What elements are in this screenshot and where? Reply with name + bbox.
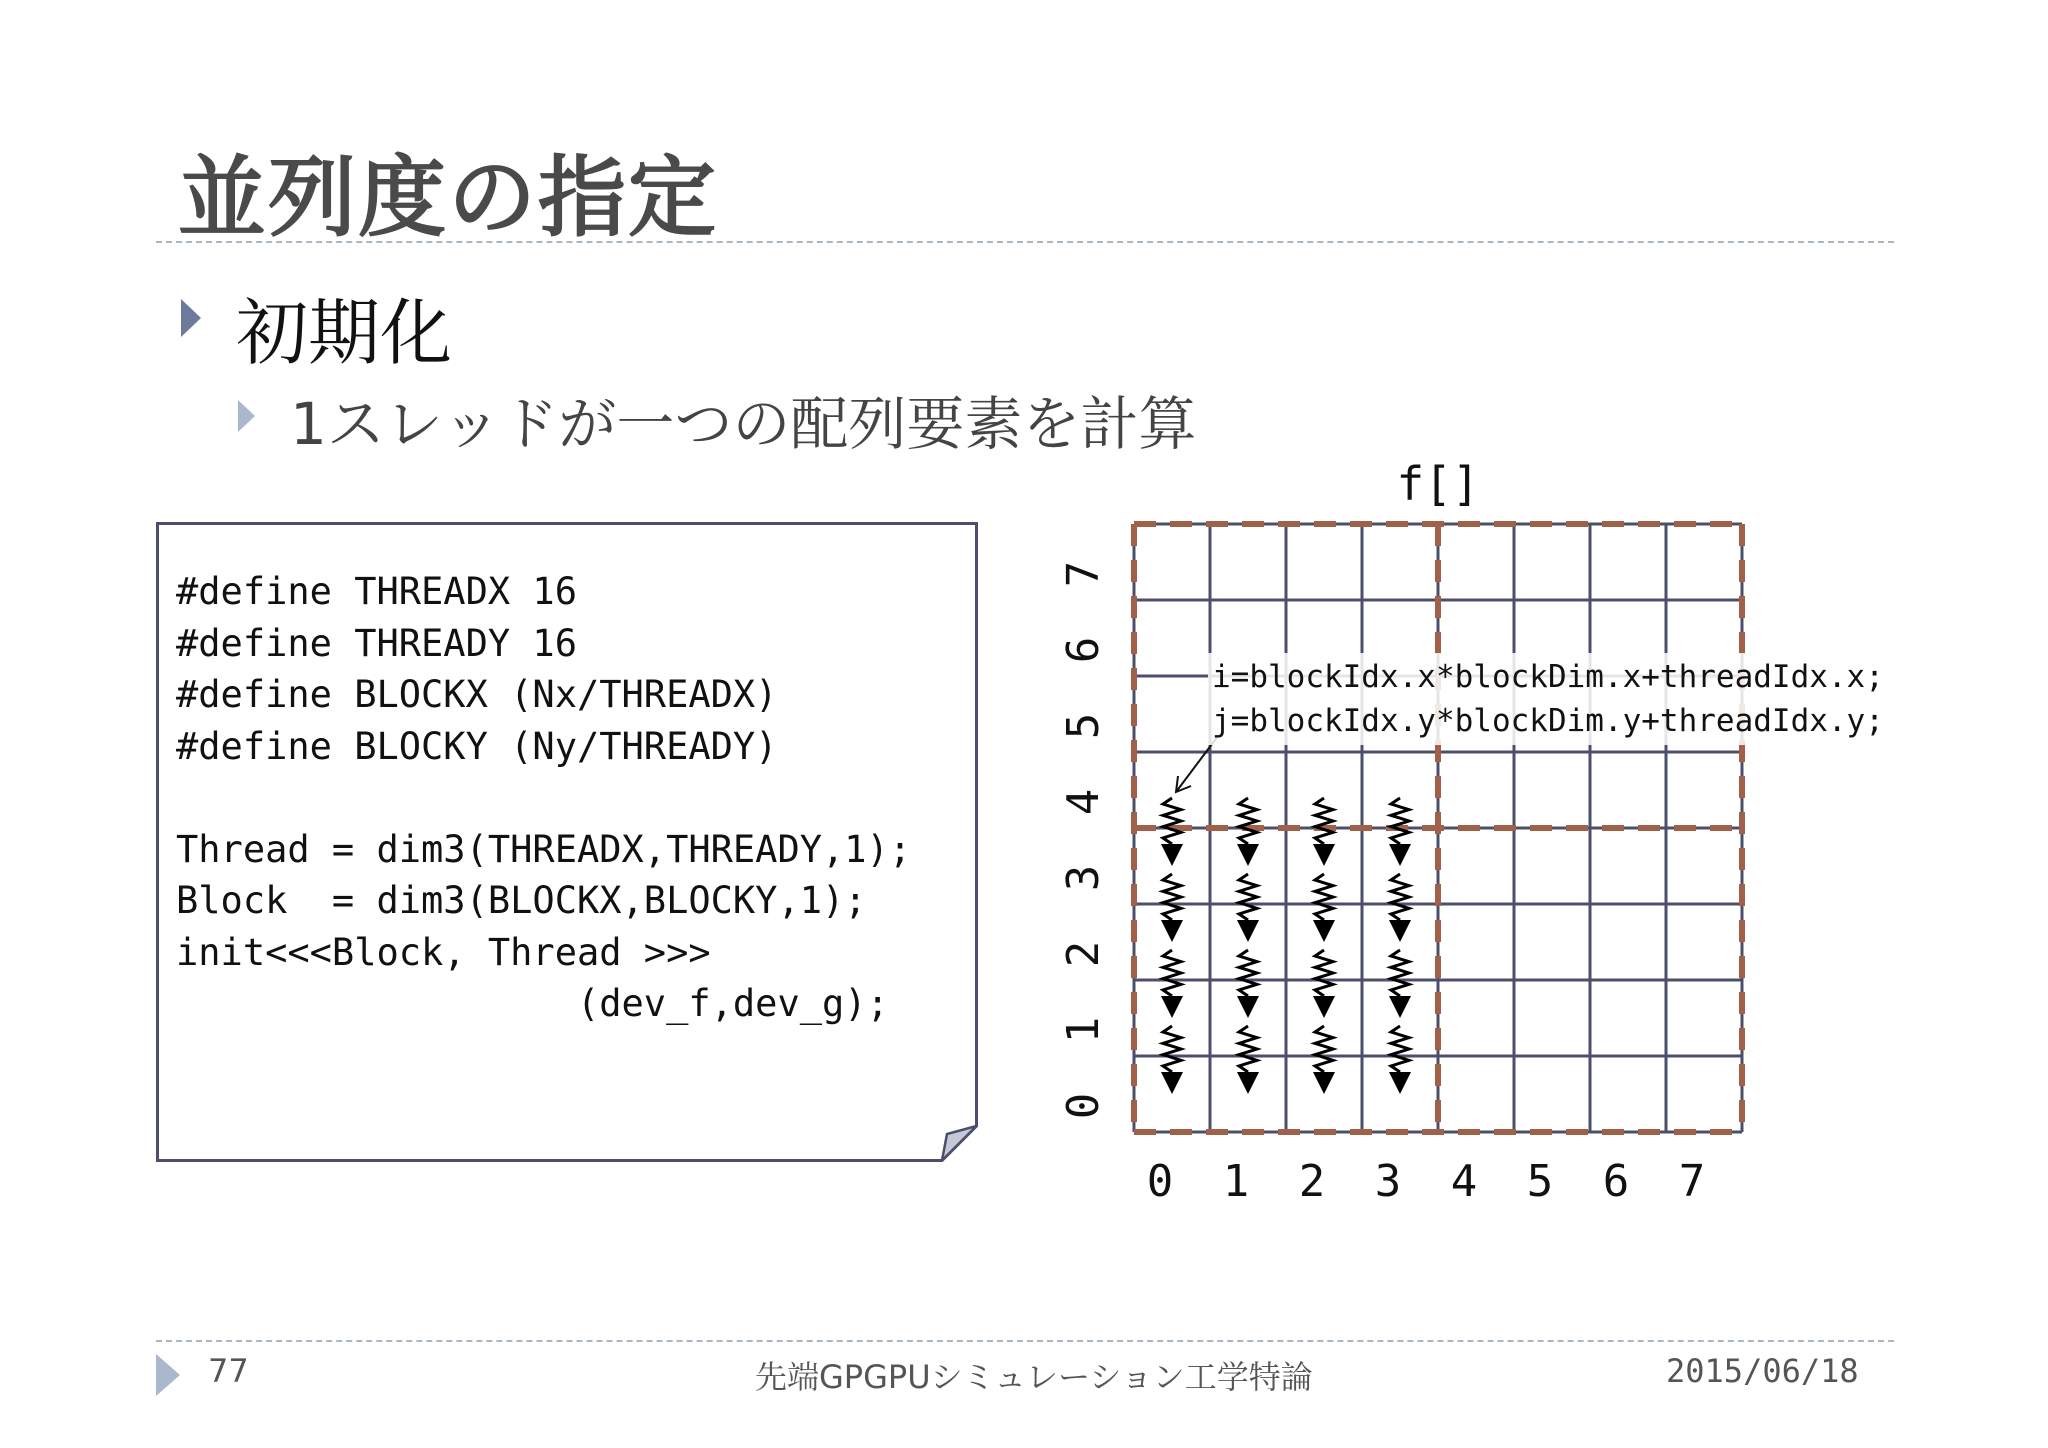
arrowhead-icon [1161, 996, 1183, 1018]
thread-squiggle [1315, 950, 1333, 996]
array-label: f[] [1396, 457, 1480, 511]
x-index-label: 0 [1146, 1156, 1174, 1207]
x-index-label: 7 [1678, 1156, 1706, 1207]
thread-squiggle [1391, 874, 1409, 920]
thread-arrow [1237, 874, 1259, 942]
thread-arrow [1313, 798, 1335, 866]
bullet-level1: 初期化 [236, 291, 453, 375]
arrowhead-icon [1237, 920, 1259, 942]
x-index-label: 4 [1450, 1156, 1478, 1207]
y-index-label: 2 [1058, 940, 1109, 968]
arrowhead-icon [1237, 996, 1259, 1018]
formula-i: i=blockIdx.x*blockDim.x+threadIdx.x; [1212, 659, 1884, 695]
x-index-label: 5 [1526, 1156, 1554, 1207]
thread-arrow [1161, 1026, 1183, 1094]
thread-squiggle [1391, 798, 1409, 844]
thread-squiggle [1239, 950, 1257, 996]
thread-squiggle [1163, 874, 1181, 920]
thread-arrow [1313, 1026, 1335, 1094]
bullet-level2: 1スレッドが一つの配列要素を計算 [290, 390, 1197, 458]
slide-date: 2015/06/18 [1666, 1352, 1859, 1390]
thread-arrow [1389, 1026, 1411, 1094]
thread-squiggle [1315, 874, 1333, 920]
slide-title: 並列度の指定 [178, 145, 719, 249]
course-title: 先端GPGPUシミュレーション工学特論 [755, 1358, 1313, 1396]
arrowhead-icon [1313, 996, 1335, 1018]
thread-arrow [1237, 1026, 1259, 1094]
x-index-label: 6 [1602, 1156, 1630, 1207]
arrowhead-icon [1161, 844, 1183, 866]
thread-arrow [1313, 950, 1335, 1018]
index-formula [1208, 653, 1888, 745]
thread-squiggle [1239, 1026, 1257, 1072]
x-index-labels [1147, 1156, 1706, 1207]
thread-arrow [1237, 950, 1259, 1018]
formula-j: j=blockIdx.y*blockDim.y+threadIdx.y; [1212, 703, 1884, 739]
y-index-label: 7 [1058, 560, 1109, 588]
y-index-label: 4 [1058, 788, 1109, 816]
thread-arrow [1161, 950, 1183, 1018]
footer-triangle-icon [156, 1354, 180, 1396]
y-index-label: 1 [1058, 1016, 1109, 1044]
page-number: 77 [208, 1352, 249, 1390]
y-index-label: 5 [1058, 712, 1109, 740]
arrowhead-icon [1161, 1072, 1183, 1094]
code-line: Thread = dim3(THREADX,THREADY,1); [176, 827, 912, 871]
thread-arrow [1161, 874, 1183, 942]
x-index-label: 3 [1374, 1156, 1402, 1207]
y-index-label: 0 [1058, 1092, 1109, 1120]
y-index-label: 6 [1058, 636, 1109, 664]
code-line: init<<<Block, Thread >>> [176, 930, 711, 974]
code-line: (dev_f,dev_g); [176, 982, 889, 1025]
thread-arrow [1237, 798, 1259, 866]
arrowhead-icon [1313, 844, 1335, 866]
arrowhead-icon [1313, 1072, 1335, 1094]
thread-arrow [1389, 874, 1411, 942]
thread-squiggle [1391, 1026, 1409, 1072]
code-line: #define BLOCKY (Ny/THREADY) [176, 724, 778, 768]
x-index-label: 1 [1222, 1156, 1250, 1207]
code-line: #define BLOCKX (Nx/THREADX) [176, 673, 778, 716]
arrowhead-icon [1389, 844, 1411, 866]
code-line: #define THREADY 16 [176, 621, 577, 665]
arrowhead-icon [1161, 920, 1183, 942]
arrowhead-icon [1389, 920, 1411, 942]
thread-squiggle [1163, 1026, 1181, 1072]
thread-squiggle [1163, 798, 1181, 844]
code-line: #define THREADX 16 [176, 570, 577, 613]
arrowhead-icon [1389, 1072, 1411, 1094]
code-line: Block = dim3(BLOCKX,BLOCKY,1); [176, 879, 867, 922]
thread-squiggle [1315, 1026, 1333, 1072]
block-boundaries [1134, 524, 1742, 1132]
thread-squiggle [1163, 950, 1181, 996]
y-index-label: 3 [1058, 864, 1109, 892]
arrowhead-icon [1237, 844, 1259, 866]
footer-divider [156, 1340, 1894, 1342]
x-index-label: 2 [1298, 1156, 1326, 1207]
arrowhead-icon [1313, 920, 1335, 942]
thread-arrow [1313, 874, 1335, 942]
thread-squiggle [1239, 798, 1257, 844]
thread-arrow [1389, 950, 1411, 1018]
thread-squiggle [1239, 874, 1257, 920]
arrowhead-icon [1389, 996, 1411, 1018]
thread-squiggle [1391, 950, 1409, 996]
arrowhead-icon [1237, 1072, 1259, 1094]
thread-arrow [1161, 798, 1183, 866]
thread-arrow [1389, 798, 1411, 866]
y-index-labels [1058, 561, 1109, 1120]
thread-squiggle [1315, 798, 1333, 844]
